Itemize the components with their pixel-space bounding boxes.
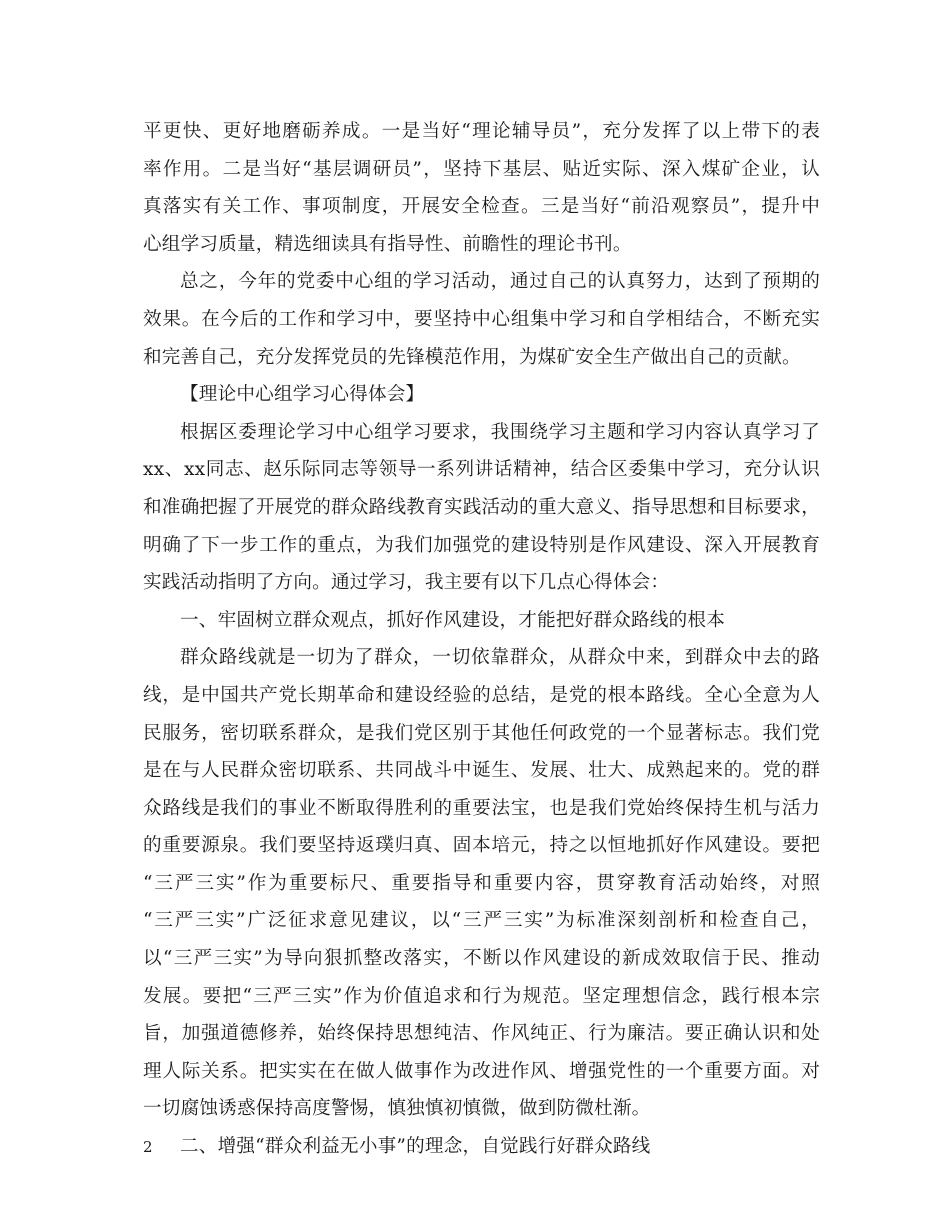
text-line: 是在与人民群众密切联系、共同战斗中诞生、发展、壮大、成熟起来的。党的群 <box>143 760 820 782</box>
text-line: 群众路线就是一切为了群众，一切依靠群众，从群众中来，到群众中去的路 <box>180 647 820 669</box>
text-line: 明确了下一步工作的重点，为我们加强党的建设特别是作风建设、深入开展教育 <box>143 534 820 556</box>
text-line: xx、xx同志、赵乐际同志等领导一系列讲话精神，结合区委集中学习，充分认识 <box>143 459 820 481</box>
paragraph-summary <box>143 263 820 376</box>
text-line: 平更快、更好地磨砺养成。一是当好“理论辅导员”，充分发挥了以上带下的表 <box>143 121 820 142</box>
text-line: 心组学习质量，精选细读具有指导性、前瞻性的理论书刊。 <box>143 233 632 255</box>
subheading-text: 二、增强“群众利益无小事”的理念，自觉践行好群众路线 <box>180 1136 651 1158</box>
paragraph-continuation <box>143 113 820 263</box>
document-body <box>143 113 820 1166</box>
subheading-text: 一、牢固树立群众观点，抓好作风建设，才能把好群众路线的根本 <box>180 609 726 631</box>
paragraph-intro <box>143 414 820 602</box>
text-line: 效果。在今后的工作和学习中，要坚持中心组集中学习和自学相结合，不断充实 <box>143 308 820 330</box>
text-line: 一切腐蚀诱惑保持高度警惕，慎独慎初慎微，做到防微杜渐。 <box>143 1098 651 1120</box>
section-heading <box>143 376 820 414</box>
subheading-one <box>143 602 820 640</box>
text-line: 率作用。二是当好“基层调研员”，坚持下基层、贴近实际、深入煤矿企业，认 <box>143 158 820 180</box>
text-line: 总之，今年的党委中心组的学习活动，通过自己的认真努力，达到了预期的 <box>180 271 820 293</box>
text-line: 发展。要把“三严三实”作为价值追求和行为规范。坚定理想信念，践行根本宗 <box>143 985 820 1007</box>
page-number: 2 <box>143 1138 153 1156</box>
text-line: 的重要源泉。我们要坚持返璞归真、固本培元，持之以恒地抓好作风建设。要把 <box>143 835 820 857</box>
text-line: 以“三严三实”为导向狠抓整改落实，不断以作风建设的新成效取信于民、推动 <box>143 948 820 970</box>
subheading-two <box>143 1128 820 1166</box>
text-line: 理人际关系。把实实在在做人做事作为改进作风、增强党性的一个重要方面。对 <box>143 1060 820 1082</box>
text-line: 和完善自己，充分发挥党员的先锋模范作用，为煤矿安全生产做出自己的贡献。 <box>143 346 801 368</box>
text-line: 旨，加强道德修养，始终保持思想纯洁、作风纯正、行为廉洁。要正确认识和处 <box>143 1023 820 1045</box>
text-line: 线，是中国共产党长期革命和建设经验的总结，是党的根本路线。全心全意为人 <box>143 684 820 706</box>
text-line: “三严三实”作为重要标尺、重要指导和重要内容，贯穿教育活动始终，对照 <box>143 872 820 894</box>
text-line: 真落实有关工作、事项制度，开展安全检查。三是当好“前沿观察员”，提升中 <box>143 196 820 218</box>
paragraph-mass-line <box>143 639 820 1128</box>
text-line: 根据区委理论学习中心组学习要求，我围绕学习主题和学习内容认真学习了 <box>180 421 820 443</box>
text-line: 和准确把握了开展党的群众路线教育实践活动的重大意义、指导思想和目标要求， <box>143 496 820 518</box>
text-line: “三严三实”广泛征求意见建议，以“三严三实”为标准深刻剖析和检查自己， <box>143 910 820 932</box>
text-line: 众路线是我们的事业不断取得胜利的重要法宝，也是我们党始终保持生机与活力 <box>143 797 820 819</box>
text-line: 实践活动指明了方向。通过学习，我主要有以下几点心得体会： <box>143 572 670 594</box>
section-title: 【理论中心组学习心得体会】 <box>180 384 425 406</box>
text-line: 民服务，密切联系群众，是我们党区别于其他任何政党的一个显著标志。我们党 <box>143 722 820 744</box>
